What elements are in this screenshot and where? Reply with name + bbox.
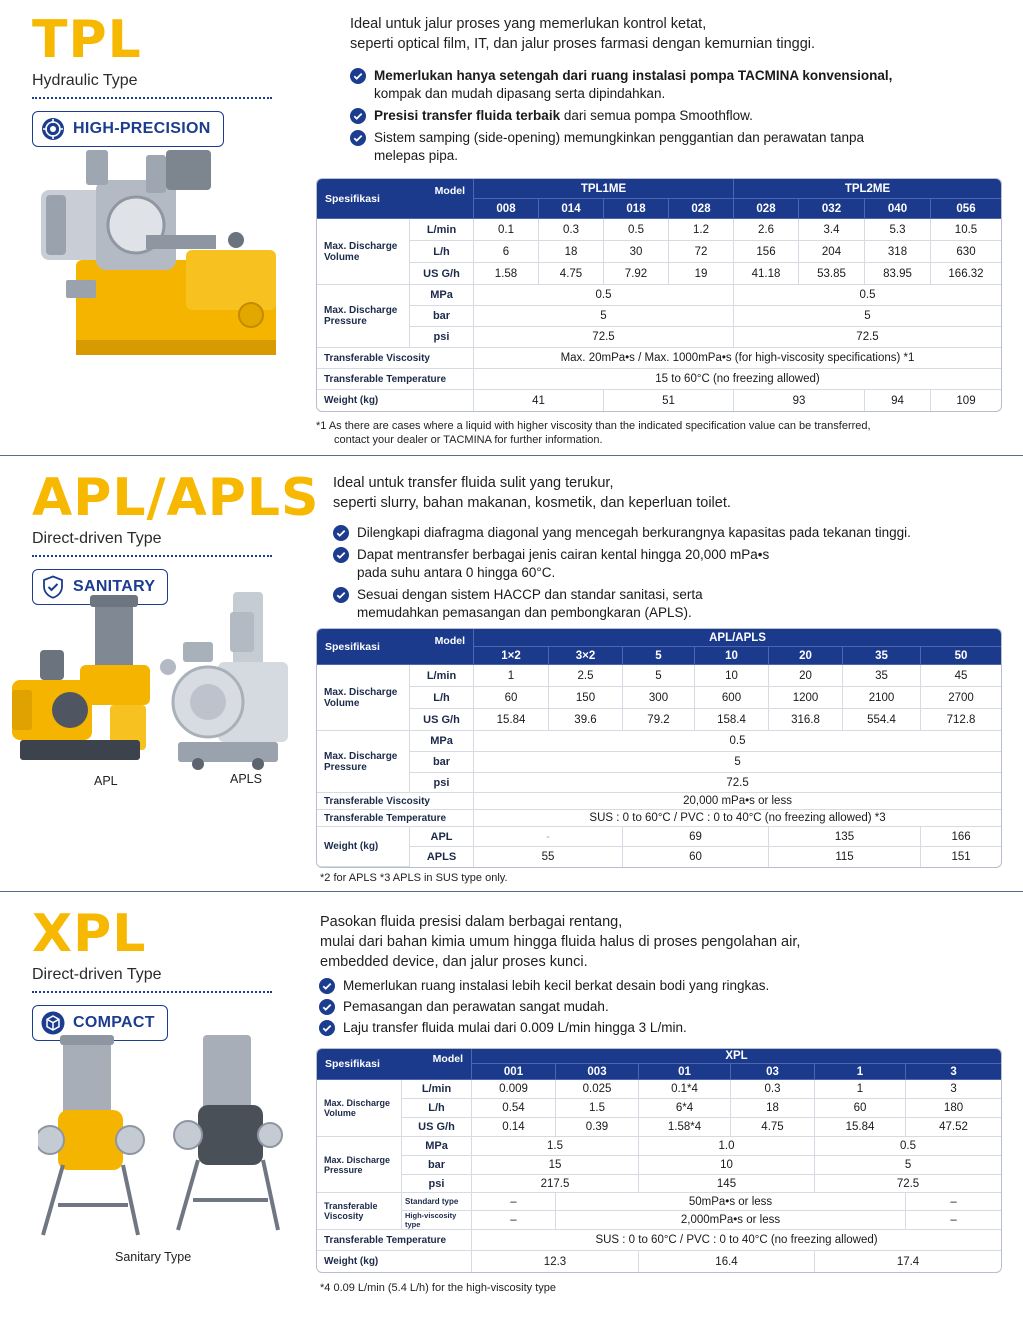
model-col: 003 xyxy=(556,1064,639,1080)
unit-label: US G/h xyxy=(402,1118,472,1137)
feature-item xyxy=(333,524,953,542)
row-label: Transferable Viscosity xyxy=(317,1193,402,1230)
table-cell: 41.18 xyxy=(734,263,799,285)
table-cell: 145 xyxy=(639,1175,815,1193)
unit-label: L/h xyxy=(410,687,474,709)
unit-label: L/min xyxy=(410,219,474,241)
table-cell: 10 xyxy=(639,1156,815,1175)
tpl-feature-list xyxy=(350,67,910,169)
feature-text: Dilengkapi diafragma diagonal yang mencegah berkurangnya kapasitas pada tekanan tinggi. xyxy=(357,525,911,540)
group-header: TPL1ME xyxy=(474,179,734,199)
apl-spec-table xyxy=(316,628,1002,868)
model-col: 018 xyxy=(604,199,669,219)
table-cell: 0.54 xyxy=(472,1099,556,1118)
divider xyxy=(32,97,272,99)
row-label: Transferable Temperature xyxy=(317,1230,472,1251)
table-cell: 15 xyxy=(472,1156,639,1175)
table-cell: 135 xyxy=(769,827,921,847)
model-header: Model xyxy=(410,179,474,219)
feature-item xyxy=(319,977,939,995)
row-label: Weight (kg) xyxy=(317,827,410,867)
unit-label: US G/h xyxy=(410,709,474,731)
table-cell: – xyxy=(472,1193,556,1211)
unit-label: bar xyxy=(410,752,474,773)
model-col: 014 xyxy=(539,199,604,219)
model-col: 3×2 xyxy=(549,647,623,665)
model-header: Model xyxy=(410,629,474,665)
row-label: Transferable Viscosity xyxy=(317,348,474,369)
table-cell: 10.5 xyxy=(931,219,1001,241)
table-cell: 0.1*4 xyxy=(639,1080,731,1099)
check-circle-icon xyxy=(333,525,349,541)
table-cell: 5 xyxy=(734,306,1001,327)
table-cell: 3.4 xyxy=(799,219,865,241)
model-col: 03 xyxy=(731,1064,815,1080)
table-cell: 6*4 xyxy=(639,1099,731,1118)
section-separator xyxy=(0,891,1023,892)
table-cell: 2100 xyxy=(843,687,921,709)
table-cell: 93 xyxy=(734,390,865,411)
table-cell: 4.75 xyxy=(539,263,604,285)
apl-caption: APL xyxy=(94,774,118,788)
check-circle-icon xyxy=(333,587,349,603)
table-cell: 79.2 xyxy=(623,709,695,731)
group-header: TPL2ME xyxy=(734,179,1001,199)
feature-item xyxy=(350,107,910,125)
table-cell: 55 xyxy=(474,847,623,867)
xpl-feature-list xyxy=(319,977,939,1041)
table-cell: 12.3 xyxy=(472,1251,639,1272)
xpl-subtitle: Direct-driven Type xyxy=(32,966,162,983)
table-cell: 180 xyxy=(906,1099,1001,1118)
group-header: APL/APLS xyxy=(474,629,1001,647)
unit-label: psi xyxy=(402,1175,472,1193)
feature-item xyxy=(333,586,953,622)
intro-line: mulai dari bahan kimia umum hingga fluida halus di proses pengolahan air, xyxy=(320,934,801,950)
table-cell: 6 xyxy=(474,241,539,263)
table-cell: 72.5 xyxy=(734,327,1001,348)
table-cell: 318 xyxy=(865,241,931,263)
table-cell: 1.58*4 xyxy=(639,1118,731,1137)
table-cell: Max. 20mPa•s / Max. 1000mPa•s (for high-viscosity specifications) *1 xyxy=(474,348,1001,369)
footnote-line: contact your dealer or TACMINA for further information. xyxy=(334,434,603,446)
table-cell: 47.52 xyxy=(906,1118,1001,1137)
unit-label: APL xyxy=(410,827,474,847)
table-cell: 109 xyxy=(956,394,976,407)
row-label: Max. Discharge Pressure xyxy=(317,731,410,793)
table-cell: 1.5 xyxy=(472,1137,639,1156)
feature-text: kompak dan mudah dipasang serta dipindahkan. xyxy=(374,86,666,101)
table-cell: 5 xyxy=(623,665,695,687)
apl-title: APL/APLS xyxy=(32,468,320,528)
unit-label: bar xyxy=(410,306,474,327)
unit-label: L/h xyxy=(410,241,474,263)
xpl-footnote: *4 0.09 L/min (5.4 L/h) for the high-viscosity type xyxy=(320,1282,557,1294)
table-cell: 72.5 xyxy=(815,1175,1001,1193)
xpl-title: XPL xyxy=(32,904,147,964)
table-cell: 72 xyxy=(669,241,734,263)
unit-label: MPa xyxy=(410,731,474,752)
table-cell: 115 xyxy=(769,847,921,867)
table-cell: 15.84 xyxy=(474,709,549,731)
table-cell: 300 xyxy=(623,687,695,709)
unit-label: Standard type xyxy=(402,1193,472,1211)
table-cell: – xyxy=(906,1211,1001,1230)
feature-text: Pemasangan dan perawatan sangat mudah. xyxy=(343,999,609,1014)
group-header: XPL xyxy=(472,1049,1001,1064)
model-col: 1 xyxy=(815,1064,906,1080)
row-label: Max. Discharge Volume xyxy=(317,219,410,285)
model-col: 008 xyxy=(474,199,539,219)
feature-item xyxy=(350,129,910,165)
tpl-spec-table xyxy=(316,178,1002,412)
model-col: 50 xyxy=(921,647,1001,665)
check-circle-icon xyxy=(350,108,366,124)
tpl-title: TPL xyxy=(32,10,142,70)
table-cell: 0.5 xyxy=(604,219,669,241)
table-cell: 39.6 xyxy=(549,709,623,731)
feature-text: Memerlukan ruang instalasi lebih kecil berkat desain bodi yang ringkas. xyxy=(343,978,770,993)
table-cell: 15 to 60°C (no freezing allowed) xyxy=(474,369,1001,390)
table-cell: 600 xyxy=(695,687,769,709)
apls-pump-image xyxy=(158,592,288,772)
table-cell: 19 xyxy=(669,263,734,285)
check-circle-icon xyxy=(319,1020,335,1036)
apl-header xyxy=(32,468,320,605)
table-cell: 3 xyxy=(906,1080,1001,1099)
table-cell: 0.5 xyxy=(474,731,1001,752)
table-cell: 16.4 xyxy=(639,1251,815,1272)
model-col: 028 xyxy=(734,199,799,219)
table-cell: 0.1 xyxy=(474,219,539,241)
check-circle-icon xyxy=(319,999,335,1015)
table-cell: 17.4 xyxy=(896,1255,920,1268)
table-cell: 53.85 xyxy=(799,263,865,285)
table-cell: – xyxy=(472,1211,556,1230)
unit-label: MPa xyxy=(402,1137,472,1156)
table-cell: – xyxy=(906,1193,1001,1211)
divider xyxy=(32,555,272,557)
xpl-intro xyxy=(320,912,800,972)
xpl-header xyxy=(32,904,272,1041)
model-col: 032 xyxy=(799,199,865,219)
row-label: Max. Discharge Volume xyxy=(317,1080,402,1137)
table-cell: SUS : 0 to 60°C / PVC : 0 to 40°C (no freezing allowed) *3 xyxy=(474,810,1001,827)
table-cell: 5.3 xyxy=(865,219,931,241)
table-cell: 0.025 xyxy=(556,1080,639,1099)
table-cell: 94 xyxy=(865,390,931,411)
table-cell: 554.4 xyxy=(843,709,921,731)
unit-label: High-viscosity type xyxy=(402,1211,472,1230)
table-cell: 0.5 xyxy=(815,1137,1001,1156)
divider xyxy=(32,991,272,993)
table-cell: 630 xyxy=(931,241,1001,263)
table-cell: 204 xyxy=(799,241,865,263)
table-cell: 2.6 xyxy=(734,219,799,241)
table-cell: 0.39 xyxy=(556,1118,639,1137)
feature-item xyxy=(350,67,910,103)
feature-text: Dapat mentransfer berbagai jenis cairan kental hingga 20,000 mPa•s pada suhu antara 0 hingga 60°C. xyxy=(357,547,770,580)
model-col: 01 xyxy=(639,1064,731,1080)
feature-bold: Presisi transfer fluida terbaik xyxy=(374,108,561,123)
table-cell: 1.5 xyxy=(556,1099,639,1118)
apl-subtitle: Direct-driven Type xyxy=(32,530,162,547)
feature-text: dari semua pompa Smoothflow. xyxy=(560,108,753,123)
table-cell: 712.8 xyxy=(921,709,1001,731)
spec-header: Spesifikasi xyxy=(317,1049,402,1080)
row-label: Weight (kg) xyxy=(317,1251,472,1272)
table-cell: 5 xyxy=(474,306,734,327)
tpl-footnote xyxy=(316,419,871,447)
unit-label: L/h xyxy=(402,1099,472,1118)
spec-header: Spesifikasi xyxy=(317,179,410,219)
row-label: Transferable Viscosity xyxy=(317,793,474,810)
apls-caption: APLS xyxy=(230,772,262,786)
xpl-badge-label: COMPACT xyxy=(73,1014,155,1031)
table-cell: 20 xyxy=(769,665,843,687)
tpl-header xyxy=(32,10,272,147)
table-cell: 156 xyxy=(734,241,799,263)
table-cell: 35 xyxy=(843,665,921,687)
feature-item xyxy=(319,998,939,1016)
table-cell: 150 xyxy=(549,687,623,709)
table-cell: 1.0 xyxy=(639,1137,815,1156)
table-cell: 0.3 xyxy=(539,219,604,241)
table-cell: 30 xyxy=(604,241,669,263)
table-cell: 151 xyxy=(951,851,971,863)
tpl-badge-label: HIGH-PRECISION xyxy=(73,120,211,137)
table-cell: 158.4 xyxy=(695,709,769,731)
table-cell: 0.5 xyxy=(734,285,1001,306)
intro-line: embedded device, dan jalur proses kunci. xyxy=(320,954,588,970)
table-cell: 0.009 xyxy=(472,1080,556,1099)
row-label: Weight (kg) xyxy=(317,390,474,411)
model-col: 5 xyxy=(623,647,695,665)
row-label: Max. Discharge Volume xyxy=(317,665,410,731)
table-cell: 2700 xyxy=(921,687,1001,709)
unit-label: psi xyxy=(410,327,474,348)
table-cell: 72.5 xyxy=(474,773,1001,793)
table-cell: 217.5 xyxy=(472,1175,639,1193)
table-cell: - xyxy=(474,827,623,847)
xpl-spec-table xyxy=(316,1048,1002,1273)
table-cell: 20,000 mPa•s or less xyxy=(474,793,1001,810)
footnote-line: *1 As there are cases where a liquid with higher viscosity than the indicated specification value can be transferred, xyxy=(316,420,871,432)
table-cell: 60 xyxy=(815,1099,906,1118)
table-cell: 50mPa•s or less xyxy=(556,1193,906,1211)
model-col: 20 xyxy=(769,647,843,665)
table-cell: 316.8 xyxy=(769,709,843,731)
unit-label: psi xyxy=(410,773,474,793)
spec-header: Spesifikasi xyxy=(317,629,410,665)
model-col: 3 xyxy=(906,1064,1001,1080)
feature-text: Sistem samping (side-opening) memungkinkan penggantian dan perawatan tanpa melepas pipa. xyxy=(374,130,865,163)
xpl-caption: Sanitary Type xyxy=(115,1250,192,1264)
table-cell: 83.95 xyxy=(865,263,931,285)
apl-pump-image xyxy=(10,595,150,770)
check-circle-icon xyxy=(350,68,366,84)
row-label: Transferable Temperature xyxy=(317,810,474,827)
row-label: Max. Discharge Pressure xyxy=(317,1137,402,1193)
feature-text: Sesuai dengan sistem HACCP dan standar sanitasi, serta memudahkan pemasangan dan pembongkaran (APLS). xyxy=(357,587,703,620)
intro-line: Ideal untuk transfer fluida sulit yang terukur, xyxy=(333,475,614,491)
unit-label: L/min xyxy=(402,1080,472,1099)
table-cell: 1.58 xyxy=(474,263,539,285)
model-col: 35 xyxy=(843,647,921,665)
table-cell: 10 xyxy=(695,665,769,687)
unit-label: MPa xyxy=(410,285,474,306)
table-cell: 0.3 xyxy=(731,1080,815,1099)
table-cell: 60 xyxy=(474,687,549,709)
model-col: 10 xyxy=(695,647,769,665)
table-cell: 1200 xyxy=(769,687,843,709)
model-col: 040 xyxy=(865,199,931,219)
section-separator xyxy=(0,455,1023,456)
intro-line: Ideal untuk jalur proses yang memerlukan kontrol ketat, xyxy=(350,16,707,32)
model-col: 1×2 xyxy=(474,647,549,665)
cube-icon xyxy=(41,1011,65,1035)
feature-item xyxy=(319,1019,939,1037)
model-col: 056 xyxy=(931,199,1001,219)
table-cell: 2.5 xyxy=(549,665,623,687)
unit-label: bar xyxy=(402,1156,472,1175)
table-cell: 5 xyxy=(815,1156,1001,1175)
target-icon xyxy=(41,117,65,141)
model-col: 001 xyxy=(472,1064,556,1080)
table-cell: 41 xyxy=(474,390,604,411)
unit-label: L/min xyxy=(410,665,474,687)
table-cell: 72.5 xyxy=(474,327,734,348)
intro-line: seperti slurry, bahan makanan, kosmetik, dan keperluan toilet. xyxy=(333,495,731,511)
table-cell: 166 xyxy=(921,827,1001,847)
table-cell: 5 xyxy=(474,752,1001,773)
feature-bold: Memerlukan hanya setengah dari ruang instalasi pompa TACMINA konvensional, xyxy=(374,68,893,83)
table-cell: 166.32 xyxy=(931,263,1001,285)
tpl-badge xyxy=(32,111,224,147)
table-cell: 4.75 xyxy=(731,1118,815,1137)
xpl-pump-image xyxy=(38,1035,283,1240)
intro-line: Pasokan fluida presisi dalam berbagai rentang, xyxy=(320,914,623,930)
tpl-intro xyxy=(350,14,815,54)
check-circle-icon xyxy=(333,547,349,563)
model-col: 028 xyxy=(669,199,734,219)
row-label: Max. Discharge Pressure xyxy=(317,285,410,348)
check-circle-icon xyxy=(319,978,335,994)
table-cell: SUS : 0 to 60°C / PVC : 0 to 40°C (no freezing allowed) xyxy=(472,1230,1001,1251)
apl-footnote: *2 for APLS *3 APLS in SUS type only. xyxy=(320,872,508,884)
row-label: Transferable Temperature xyxy=(317,369,474,390)
table-cell: 15.84 xyxy=(815,1118,906,1137)
table-cell: 18 xyxy=(731,1099,815,1118)
table-cell: 60 xyxy=(623,847,769,867)
check-circle-icon xyxy=(350,130,366,146)
table-cell: 0.14 xyxy=(472,1118,556,1137)
model-header: Model xyxy=(402,1049,472,1080)
tpl-subtitle: Hydraulic Type xyxy=(32,72,138,89)
table-cell: 1 xyxy=(474,665,549,687)
table-cell: 0.5 xyxy=(474,285,734,306)
apl-intro xyxy=(333,473,731,513)
table-cell: 1.2 xyxy=(669,219,734,241)
table-cell: 1 xyxy=(815,1080,906,1099)
apl-badge-label: SANITARY xyxy=(73,578,156,595)
apl-feature-list xyxy=(333,524,953,626)
table-cell: 7.92 xyxy=(604,263,669,285)
table-cell: 69 xyxy=(623,827,769,847)
table-cell: 2,000mPa•s or less xyxy=(556,1211,906,1230)
feature-item xyxy=(333,546,953,582)
table-cell: 18 xyxy=(539,241,604,263)
table-cell: 51 xyxy=(604,390,734,411)
unit-label: US G/h xyxy=(410,263,474,285)
intro-line: seperti optical film, IT, dan jalur proses farmasi dengan kemurnian tinggi. xyxy=(350,36,816,52)
tpl-pump-image xyxy=(36,150,286,365)
table-cell: 45 xyxy=(921,665,1001,687)
unit-label: APLS xyxy=(410,847,474,867)
feature-text: Laju transfer fluida mulai dari 0.009 L/min hingga 3 L/min. xyxy=(343,1020,687,1035)
